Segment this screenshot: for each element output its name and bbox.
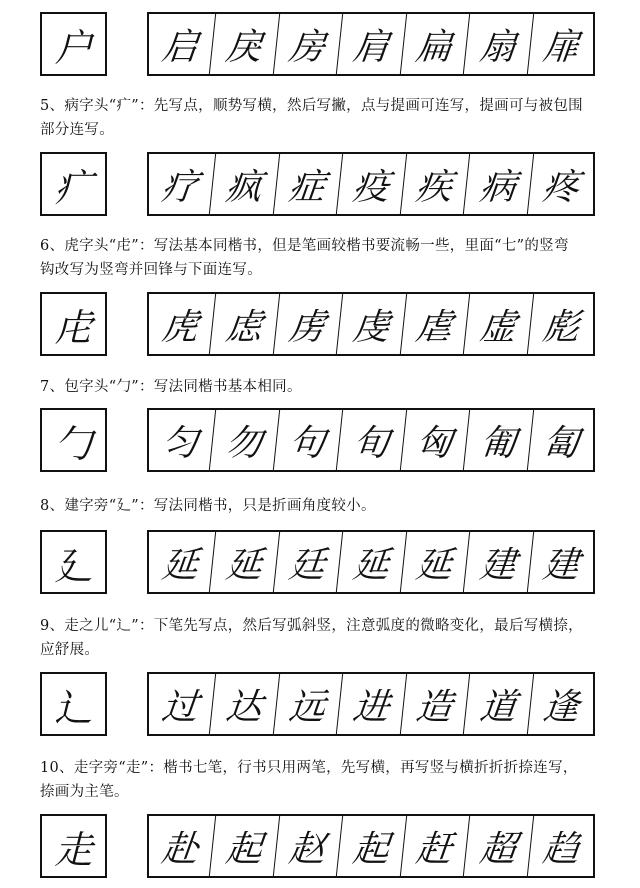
radical-box-hu: 户	[40, 12, 107, 76]
example-char: 匍	[464, 410, 534, 470]
description-line: 应舒展。	[40, 642, 100, 658]
example-char: 廷	[273, 532, 343, 592]
example-char: 建	[464, 532, 534, 592]
description-line: 10、走字旁“走”：楷书七笔，行书只用两笔，先写横，再写竖与横折折折捺连写，	[40, 760, 578, 776]
section-description	[40, 494, 610, 518]
example-strip-jian	[147, 530, 595, 594]
example-char: 扇	[464, 14, 534, 74]
example-strip-hu	[147, 12, 595, 76]
radical-box-zou: 走	[40, 814, 107, 878]
example-char: 延	[400, 532, 470, 592]
description-line: 9、走之儿“辶”：下笔先写点，然后写弧斜竖，注意弧度的微略变化，最后写横捺，	[40, 618, 583, 634]
example-char: 过	[146, 674, 216, 734]
example-char: 疼	[541, 166, 582, 208]
example-char: 远	[273, 674, 343, 734]
example-char: 扁	[400, 14, 470, 74]
example-char: 虚	[464, 294, 534, 354]
example-char: 症	[273, 154, 343, 214]
example-char: 疗	[146, 154, 216, 214]
example-char: 趋	[541, 828, 582, 870]
example-char: 虏	[273, 294, 343, 354]
example-char: 虎	[146, 294, 216, 354]
example-char: 虐	[400, 294, 470, 354]
section-description	[40, 614, 610, 662]
example-char: 疫	[337, 154, 407, 214]
description-line: 部分连写。	[40, 122, 114, 138]
radical-box-bing: 疒	[40, 152, 107, 216]
example-char: 赵	[273, 816, 343, 876]
example-char: 房	[273, 14, 343, 74]
example-char: 匀	[146, 410, 216, 470]
example-char: 达	[209, 674, 279, 734]
example-char: 赴	[146, 816, 216, 876]
example-char: 进	[337, 674, 407, 734]
example-char: 彪	[541, 306, 582, 348]
example-char: 扉	[541, 26, 582, 68]
example-strip-bing	[147, 152, 595, 216]
description-line: 捺画为主笔。	[40, 784, 129, 800]
radical-box-hu-tiger: 虍	[40, 292, 107, 356]
example-char: 疾	[400, 154, 470, 214]
example-char: 道	[464, 674, 534, 734]
description-line: 8、建字旁“廴”：写法同楷书，只是折画角度较小。	[40, 498, 376, 514]
example-char: 逢	[541, 686, 582, 728]
description-line: 6、虎字头“虍”：写法基本同楷书，但是笔画较楷书要流畅一些，里面“七”的竖弯	[40, 238, 569, 254]
example-char: 启	[146, 14, 216, 74]
example-char: 虑	[209, 294, 279, 354]
example-char: 造	[400, 674, 470, 734]
section-description	[40, 234, 610, 282]
example-char: 赶	[400, 816, 470, 876]
example-strip-zou-zhi	[147, 672, 595, 736]
example-strip-zou	[147, 814, 595, 878]
description-line: 7、包字头“勹”：写法同楷书基本相同。	[40, 379, 302, 395]
example-char: 建	[541, 544, 582, 586]
example-char: 肩	[337, 14, 407, 74]
example-char: 疯	[209, 154, 279, 214]
example-char: 起	[209, 816, 279, 876]
example-char: 勿	[209, 410, 279, 470]
description-line: 钩改写为竖弯并回锋与下面连写。	[40, 262, 262, 278]
example-strip-hu-tiger	[147, 292, 595, 356]
example-char: 延	[146, 532, 216, 592]
section-description	[40, 756, 610, 804]
radical-box-zou-zhi: 辶	[40, 672, 107, 736]
radical-box-bao: 勹	[40, 408, 107, 472]
example-char: 旬	[337, 410, 407, 470]
example-char: 病	[464, 154, 534, 214]
example-char: 延	[209, 532, 279, 592]
section-description	[40, 375, 610, 399]
description-line: 5、病字头“疒”：先写点，顺势写横，然后写撇，点与提画可连写，提画可与被包围	[40, 98, 583, 114]
example-char: 句	[273, 410, 343, 470]
example-char: 起	[337, 816, 407, 876]
example-char: 超	[464, 816, 534, 876]
example-char: 匐	[541, 422, 582, 464]
example-char: 匈	[400, 410, 470, 470]
radical-box-jian: 廴	[40, 530, 107, 594]
example-char: 延	[337, 532, 407, 592]
example-char: 虔	[337, 294, 407, 354]
section-description	[40, 94, 610, 142]
example-strip-bao	[147, 408, 595, 472]
example-char: 戾	[209, 14, 279, 74]
